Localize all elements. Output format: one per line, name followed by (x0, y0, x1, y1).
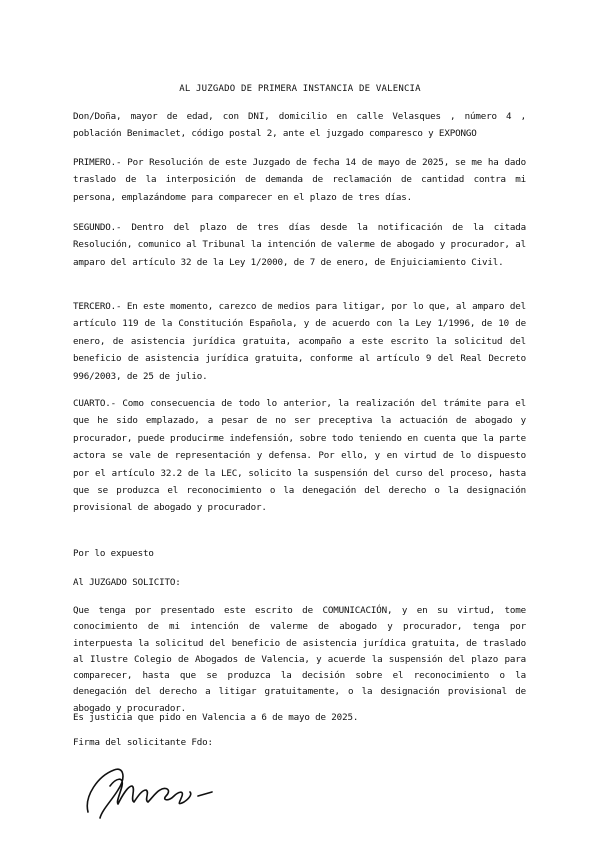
fecha-line: Es justicia que pido en Valencia a 6 de mayo de 2025. (73, 712, 359, 723)
primero-paragraph: PRIMERO.- Por Resolución de este Juzgado de fecha 14 de mayo de 2025, se me ha dado traslado de la interposición de demanda de reclamación de cantidad contra mi persona, emplazándome para comparecer en el plazo de tres días. (73, 157, 526, 203)
document-title: AL JUZGADO DE PRIMERA INSTANCIA DE VALENCIA (179, 84, 421, 94)
cuarto-paragraph: CUARTO.- Como consecuencia de todo lo anterior, la realización del trámite para el que he sido emplazado, a pesar de no ser preceptiva la actuación de abogado y procurador, puede producirme indefensión, sobre todo teniendo en cuenta que la parte actora se vale de representación y defensa. Por ello, y en virtud de lo dispuesto por el artículo 32.2 de la LEC, solicito la suspensión del curso del proceso, hasta que se produzca el reconocimiento o la denegación del derecho o la designación provisional de abogado y procurador. (73, 398, 526, 514)
segundo-paragraph: SEGUNDO.- Dentro del plazo de tres días desde la notificación de la citada Resolución, comunico al Tribunal la intención de valerme de abogado y procurador, al amparo del artículo 32 de la Ley 1/2000, de 7 de enero, de Enjuiciamiento Civil. (73, 222, 526, 268)
tercero-paragraph: TERCERO.- En este momento, carezco de medios para litigar, por lo que, al amparo del artículo 119 de la Constitución Española, y de acuerdo con la Ley 1/1996, de 10 de enero, de asistencia jurídica gratuita, acompaño a este escrito la solicitud del beneficio de asistencia jurídica gratuita, conforme al artículo 9 del Real Decreto 996/2003, de 25 de julio. (73, 301, 526, 382)
firma-label: Firma del solicitante Fdo: (73, 737, 213, 748)
peticion-paragraph: Que tenga por presentado este escrito de COMUNICACIÓN, y en su virtud, tome conocimiento de mi intención de valerme de abogado y procurador, tenga por interpuesta la solicitud del beneficio de asistencia jurídica gratuita, de traslado al Ilustre Colegio de Abogados de Valencia, y acuerde la suspensión del plazo para comparecer, hasta que se produzca la decisión sobre el reconocimiento o la denegación del derecho a litigar gratuitamente, o la designación provisional de abogado y procurador. (73, 605, 526, 714)
solicito-heading: Al JUZGADO SOLICITO: (73, 577, 181, 588)
handwritten-signature (80, 756, 230, 826)
intro-paragraph: Don/Doña, mayor de edad, con DNI, domicilio en calle Velasques , número 4 , población Benimaclet, código postal 2, ante el juzgado comparesco y EXPONGO (73, 111, 526, 140)
por-lo-expuesto-line: Por lo expuesto (73, 548, 154, 559)
